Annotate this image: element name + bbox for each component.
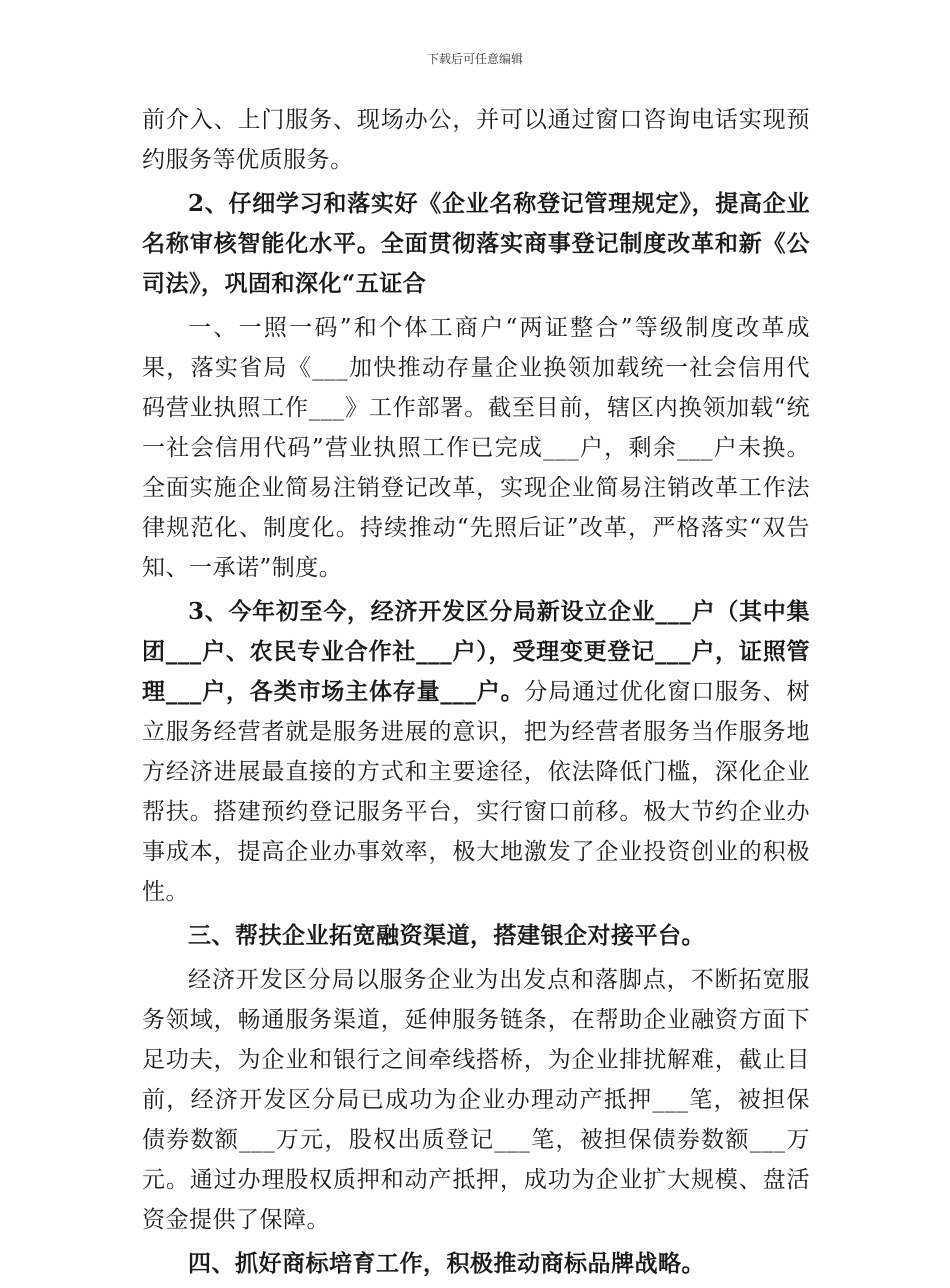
page-header: 下载后可任意编辑 <box>426 52 523 66</box>
paragraph-item-3-bold: 3、今年初至今，经济开发区分局新设立企业___户（其中集团___户、农民专业合作社___户），受理变更登记___户，证照管理___户，各类市场主体存量___户。 <box>142 598 810 705</box>
paragraph-continuation: 前介入、上门服务、现场办公，并可以通过窗口咨询电话实现预约服务等优质服务。 <box>142 107 810 173</box>
paragraph-financing: 经济开发区分局以服务企业为出发点和落脚点，不断拓宽服务领域，畅通服务渠道，延伸服务链条，在帮助企业融资方面下足功夫，为企业和银行之间牵线搭桥，为企业排扰解难，截止目前，经济开发区分局已成功为企业办理动产抵押___笔，被担保债券数额___万元，股权出质登记___笔，被担保债券数额___万元。通过办理股权质押和动产抵押，成功为企业扩大规模、盘活资金提供了保障。 <box>142 967 810 1233</box>
paragraph-item-2-heading: 2、仔细学习和落实好《企业名称登记管理规定》，提高企业名称审核智能化水平。全面贯彻落实商事登记制度改革和新《公司法》，巩固和深化“五证合 <box>142 190 810 297</box>
document-body <box>142 100 810 1288</box>
paragraph-item-3 <box>142 592 810 912</box>
paragraph-item-3-body: 分局通过优化窗口服务、树立服务经营者就是服务进展的意识，把为经营者服务当作服务地方经济进展最直接的方式和主要途径，依法降低门槛，深化企业帮扶。搭建预约登记服务平台，实行窗口前移。极大节约企业办事成本，提高企业办事效率，极大地激发了企业投资创业的积极性。 <box>142 679 811 905</box>
paragraph-reform-results: 一、一照一码”和个体工商户“两证整合”等级制度改革成果，落实省局《___加快推动存量企业换领加载统一社会信用代码营业执照工作___》工作部署。截至目前，辖区内换领加载“统一社会信用代码”营业执照工作已完成___户，剩余___户未换。全面实施企业简易注销登记改革，实现企业简易注销改革工作法律规范化、制度化。持续推动“先照后证”改革，严格落实“双告知、一承诺”制度。 <box>142 315 810 581</box>
section-4-heading: 四、抓好商标培育工作，积极推动商标品牌战略。 <box>188 1250 705 1277</box>
section-3-heading: 三、帮扶企业拓宽融资渠道，搭建银企对接平台。 <box>188 922 705 949</box>
